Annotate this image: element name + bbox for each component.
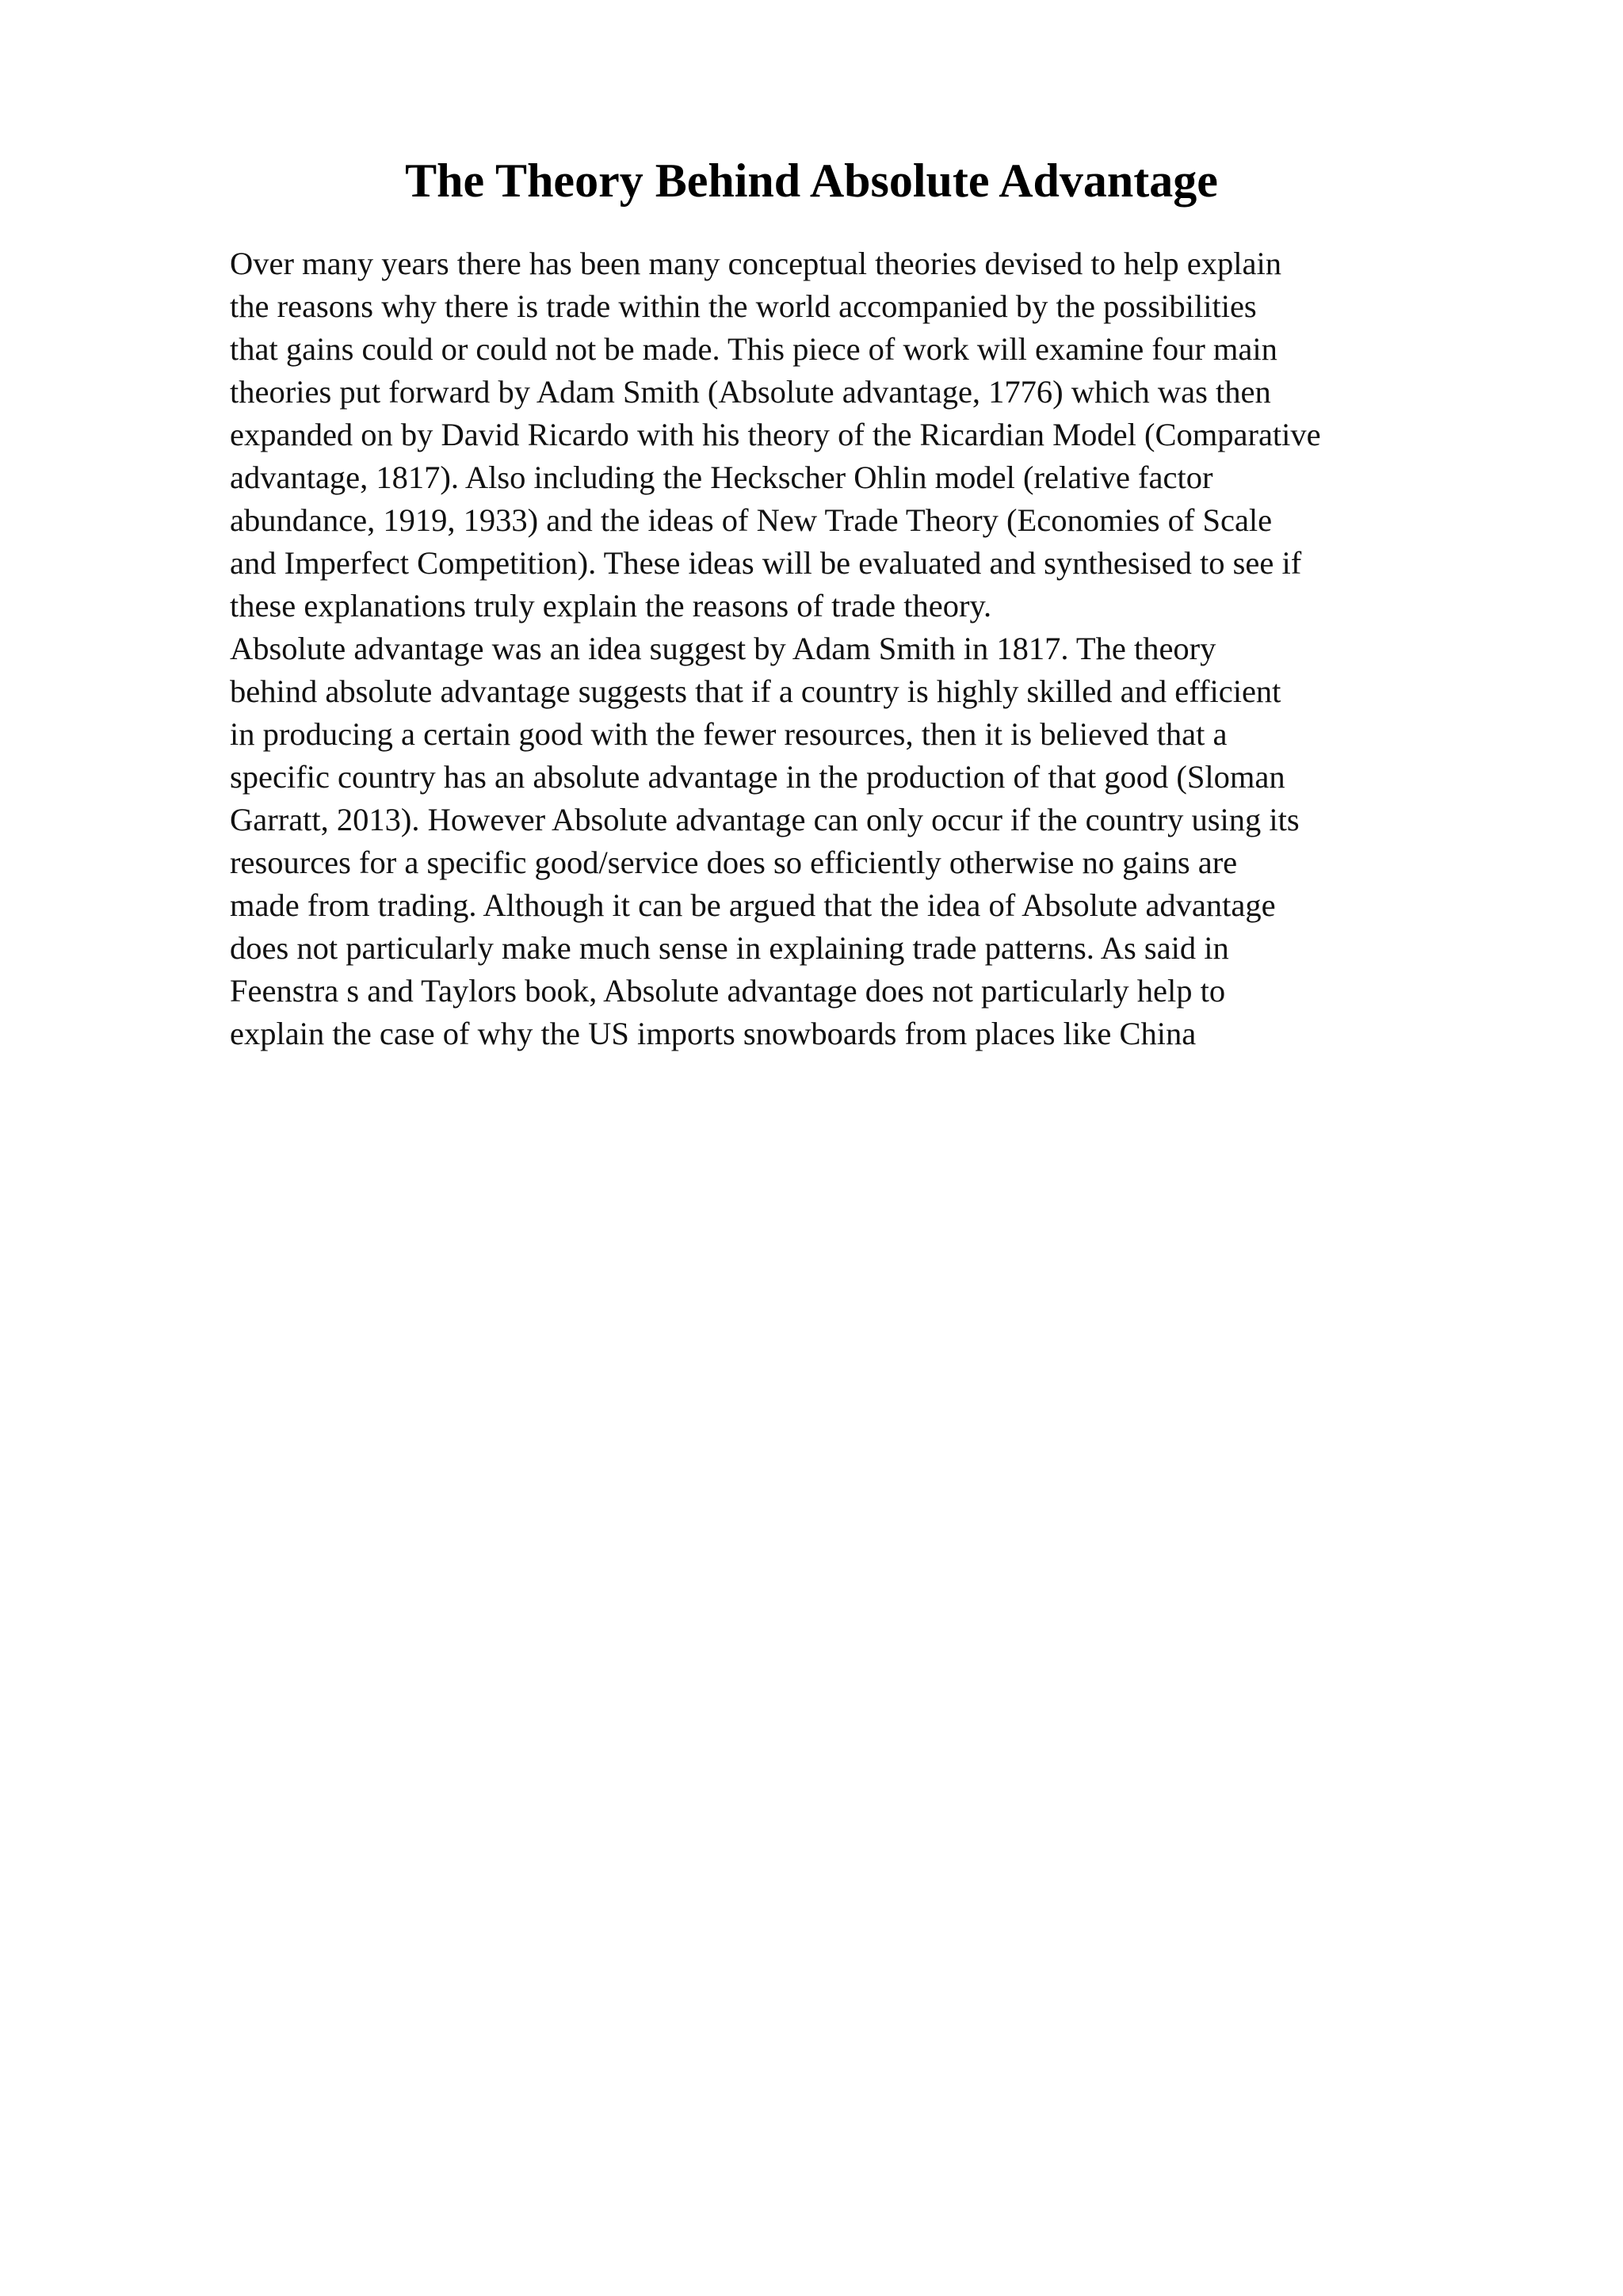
paragraph-absolute-advantage — [230, 627, 1498, 1055]
text-line: made from trading. Although it can be argued that the idea of Absolute advantage — [230, 887, 1276, 923]
text-line: and Imperfect Competition). These ideas will be evaluated and synthesised to see if — [230, 545, 1302, 581]
text-line: abundance, 1919, 1933) and the ideas of New Trade Theory (Economies of Scale — [230, 502, 1273, 538]
text-line: Garratt, 2013). However Absolute advantage can only occur if the country using its — [230, 802, 1300, 837]
text-line: explain the case of why the US imports snowboards from places like China — [230, 1016, 1197, 1051]
text-line: the reasons why there is trade within the world accompanied by the possibilities — [230, 288, 1257, 324]
text-line: does not particularly make much sense in explaining trade patterns. As said in — [230, 930, 1229, 966]
text-line: Over many years there has been many conceptual theories devised to help explain — [230, 246, 1282, 281]
paragraph-intro — [230, 242, 1498, 627]
text-line: resources for a specific good/service does so efficiently otherwise no gains are — [230, 845, 1238, 880]
text-line: behind absolute advantage suggests that if a country is highly skilled and efficient — [230, 673, 1281, 709]
body-text — [230, 242, 1498, 1055]
text-line: these explanations truly explain the reasons of trade theory. — [230, 588, 992, 624]
text-line: Feenstra s and Taylors book, Absolute advantage does not particularly help to — [230, 973, 1226, 1009]
page-title: The Theory Behind Absolute Advantage — [405, 154, 1218, 207]
text-line: that gains could or could not be made. This piece of work will examine four main — [230, 331, 1277, 367]
text-line: theories put forward by Adam Smith (Absolute advantage, 1776) which was then — [230, 374, 1271, 410]
text-line: specific country has an absolute advantage in the production of that good (Sloman — [230, 759, 1285, 795]
text-line: expanded on by David Ricardo with his theory of the Ricardian Model (Comparative — [230, 417, 1321, 452]
text-line: advantage, 1817). Also including the Heckscher Ohlin model (relative factor — [230, 460, 1213, 495]
text-line: in producing a certain good with the fewer resources, then it is believed that a — [230, 716, 1228, 752]
text-line: Absolute advantage was an idea suggest by Adam Smith in 1817. The theory — [230, 631, 1216, 666]
